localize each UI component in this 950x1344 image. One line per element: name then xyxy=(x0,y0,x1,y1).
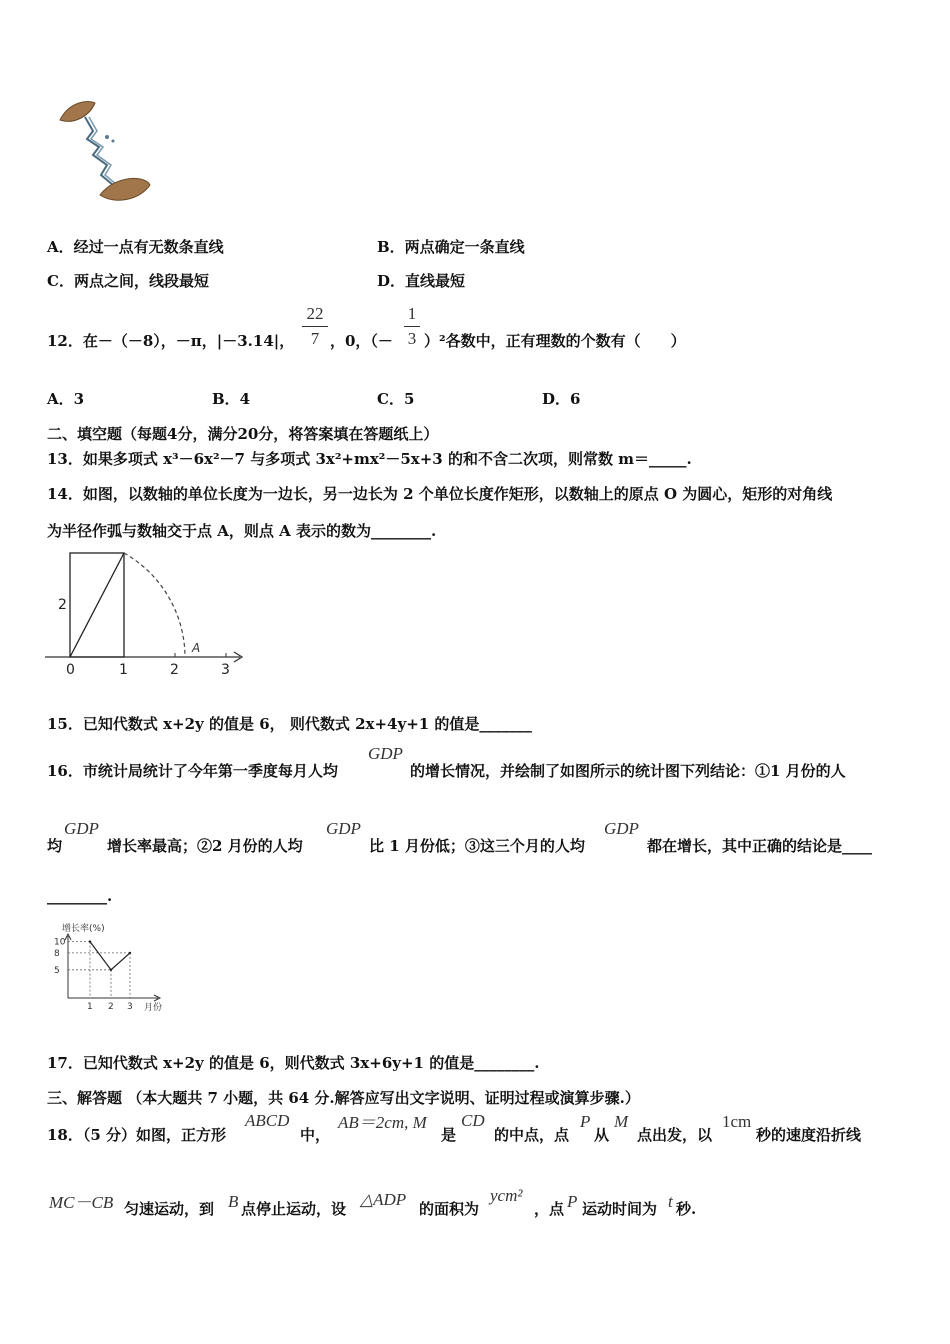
height-label: 2 xyxy=(58,597,67,613)
q12-frac2-numerator: 1 xyxy=(407,304,417,323)
x-tick-label-1: 1 xyxy=(87,1002,93,1012)
q16-line3: ________. xyxy=(47,887,113,905)
q18-text-a: 18．（5 分）如图，正方形 xyxy=(47,1126,227,1144)
q14-line2: 为半径作弧与数轴交于点 A，则点 A 表示的数为________. xyxy=(47,522,437,540)
q12-mid: ，0，（－ xyxy=(330,332,393,350)
section-2-heading: 二、填空题（每题4分，满分20分，将答案填在答题纸上） xyxy=(47,425,439,443)
q18-text-e: 从 xyxy=(594,1126,610,1144)
q18-math-t: t xyxy=(668,1192,673,1211)
q18-math-p2: P xyxy=(567,1192,578,1211)
tick-label-2: 2 xyxy=(170,662,179,678)
point-a-label: A xyxy=(192,641,201,655)
q16-line2-a: 均 xyxy=(47,837,63,855)
q14-number-line-figure xyxy=(40,545,250,680)
q18-text-d: 的中点，点 xyxy=(494,1126,570,1144)
y-tick-label-8: 8 xyxy=(54,948,60,959)
q11-option-d: D．直线最短 xyxy=(377,272,466,290)
tick-label-0: 0 xyxy=(66,662,75,678)
q18-math-triangle-adp: △ADP xyxy=(360,1190,407,1209)
q18-text-b: 中， xyxy=(300,1126,331,1144)
growth-rate-line xyxy=(90,942,130,970)
x-tick-label-2: 2 xyxy=(108,1002,114,1012)
q18-text-h: 匀速运动，到 xyxy=(124,1200,215,1218)
q16-line2-d: 都在增长，其中正确的结论是____ xyxy=(647,837,873,855)
data-point-3 xyxy=(129,952,131,954)
tick-label-3: 3 xyxy=(221,662,230,678)
q11-illustration xyxy=(55,95,160,207)
q11-option-a: A．经过一点有无数条直线 xyxy=(47,238,224,256)
q18-math-m: M xyxy=(614,1112,629,1131)
q18-text-k: ，点 xyxy=(534,1200,565,1218)
q12-fraction-1-3 xyxy=(404,304,420,349)
q18-math-ab: AB＝2cm, M xyxy=(338,1113,427,1132)
q16-gdp-1: GDP xyxy=(368,744,403,763)
data-point-2 xyxy=(110,969,112,971)
chart-xlabel: 月份 xyxy=(144,1003,163,1013)
q16-line1-a: 16．市统计局统计了今年第一季度每月人均 xyxy=(47,762,338,780)
q18-math-abcd: ABCD xyxy=(245,1111,290,1130)
q12-option-a: A．3 xyxy=(47,390,85,408)
q12-option-d: D．6 xyxy=(542,390,581,408)
q14-line1: 14．如图，以数轴的单位长度为一边长，另一边长为 2 个单位长度作矩形，以数轴上的原点 O 为圆心，矩形的对角线 xyxy=(47,485,833,503)
q18-math-1cm: 1cm xyxy=(722,1112,752,1131)
y-tick-label-5: 5 xyxy=(54,965,60,976)
q16-growth-rate-chart xyxy=(50,918,180,1013)
q18-text-l: 运动时间为 xyxy=(582,1200,658,1218)
q18-math-p: P xyxy=(580,1112,591,1131)
q18-text-f: 点出发，以 xyxy=(637,1126,713,1144)
chart-ylabel: 增长率(%) xyxy=(62,924,105,934)
q16-line2-c: 比 1 月份低；③这三个月的人均 xyxy=(369,837,585,855)
q16-gdp-3: GDP xyxy=(326,819,361,838)
q18-text-g: 秒的速度沿折线 xyxy=(756,1126,862,1144)
q18-math-mc-cb: MC－CB xyxy=(49,1193,114,1212)
section-3-heading: 三、解答题 （本大题共 7 小题，共 64 分.解答应写出文字说明、证明过程或演算步骤.） xyxy=(47,1089,640,1107)
q16-gdp-4: GDP xyxy=(604,819,639,838)
q11-option-c: C．两点之间，线段最短 xyxy=(47,272,209,290)
q12-prefix: 12．在－（－8），－π，|－3.14|， xyxy=(47,332,295,350)
q18-text-c: 是 xyxy=(441,1126,457,1144)
q12-suffix: ）²各数中，正有理数的个数有（ ） xyxy=(424,332,686,350)
y-tick-label-10: 10 xyxy=(54,937,66,948)
q12-fraction-22-7 xyxy=(302,304,328,349)
q16-line1-b: 的增长情况，并绘制了如图所示的统计图下列结论：①1 月份的人 xyxy=(410,762,846,780)
q18-text-i: 点停止运动，设 xyxy=(241,1200,347,1218)
x-tick-label-3: 3 xyxy=(127,1002,133,1012)
q18-math-b: B xyxy=(228,1192,239,1211)
q12-option-b: B．4 xyxy=(212,390,251,408)
q18-text-m: 秒. xyxy=(676,1200,697,1218)
q12-frac1-numerator: 22 xyxy=(306,304,324,323)
q11-option-b: B．两点确定一条直线 xyxy=(377,238,525,256)
q15-text: 15．已知代数式 x+2y 的值是 6， 则代数式 2x+4y+1 的值是_______ xyxy=(47,715,532,733)
q18-math-cd: CD xyxy=(461,1111,485,1130)
diagonal xyxy=(70,553,124,657)
data-point-1 xyxy=(89,940,91,942)
q16-line2-b: 增长率最高；②2 月份的人均 xyxy=(107,837,303,855)
tick-label-1: 1 xyxy=(119,662,128,678)
q12-frac2-denominator: 3 xyxy=(407,329,417,348)
q17-text: 17．已知代数式 x+2y 的值是 6，则代数式 3x+6y+1 的值是________. xyxy=(47,1054,540,1072)
arc xyxy=(124,553,185,657)
q16-gdp-2: GDP xyxy=(64,819,99,838)
q18-text-j: 的面积为 xyxy=(419,1200,480,1218)
q18-math-ycm2: ycm² xyxy=(490,1186,523,1205)
q12-option-c: C．5 xyxy=(377,390,415,408)
q13-text: 13．如果多项式 x³－6x²－7 与多项式 3x²+mx²－5x+3 的和不含二次项，则常数 m＝_____. xyxy=(47,450,692,468)
q12-frac1-denominator: 7 xyxy=(310,329,320,348)
